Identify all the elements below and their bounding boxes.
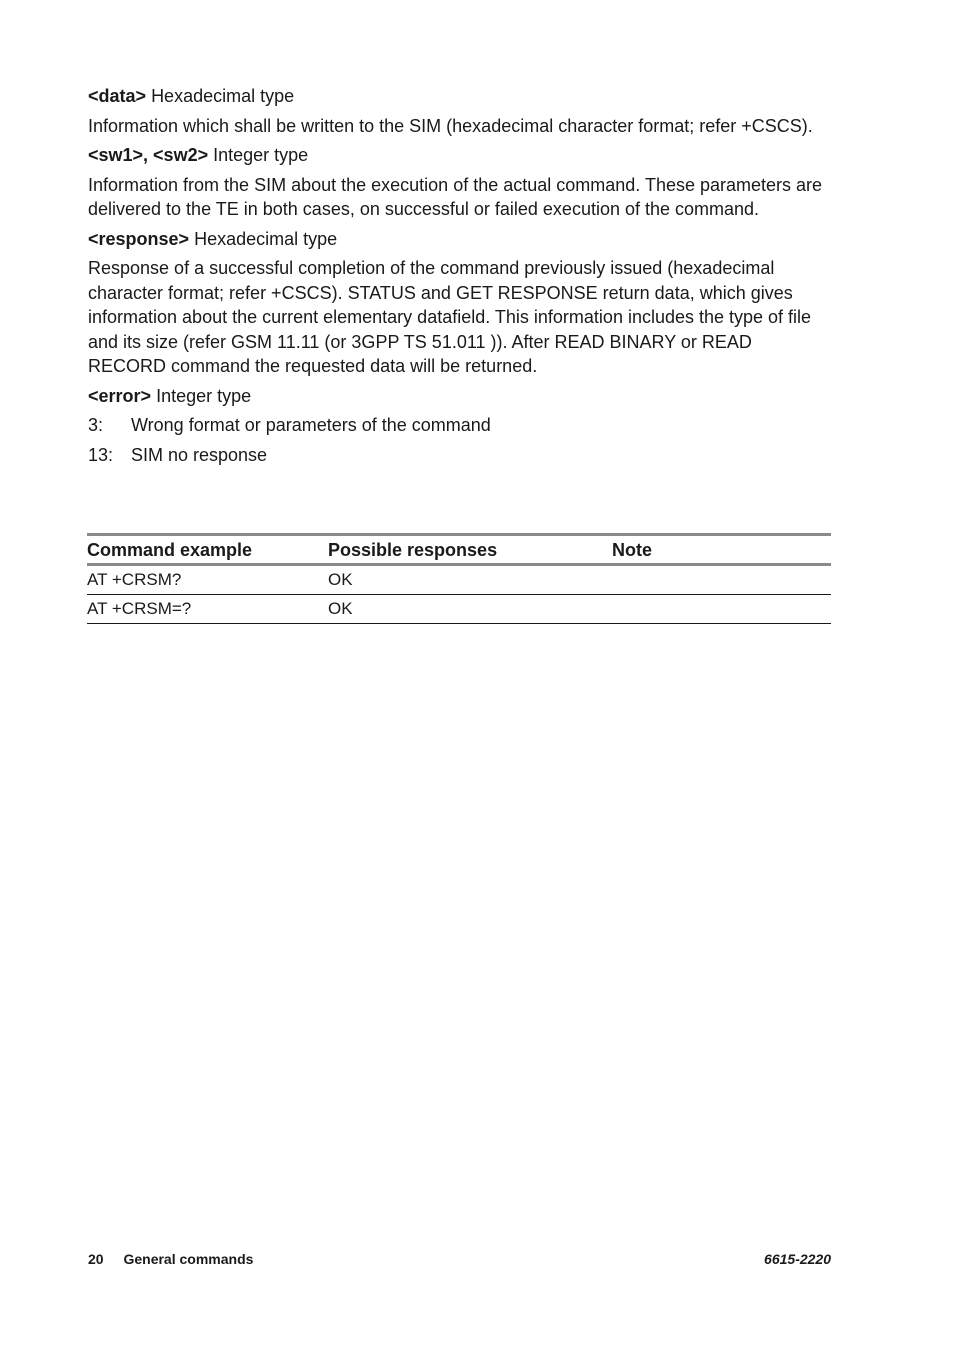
param-name: <data>	[88, 86, 147, 106]
error-code-item	[88, 443, 831, 468]
error-code: 3:	[88, 415, 104, 435]
command-example-table	[87, 533, 831, 624]
param-data-heading	[88, 84, 831, 109]
param-data-description: Information which shall be written to the SIM (hexadecimal character format; refer +CSCS).	[88, 115, 813, 136]
section-name: General commands	[123, 1251, 254, 1267]
footer-left	[88, 1251, 253, 1271]
param-name: <sw1>, <sw2>	[88, 145, 209, 165]
param-type: Hexadecimal type	[151, 86, 295, 106]
param-type: Hexadecimal type	[194, 228, 338, 249]
table-header-cell: Note	[612, 539, 652, 560]
table-header-cell: Command example	[87, 539, 253, 560]
error-code: 13:	[88, 444, 114, 465]
document-id: 6615-2220	[764, 1251, 831, 1267]
param-response-heading	[88, 227, 831, 252]
table-cell: OK	[328, 599, 353, 618]
page-number: 20	[88, 1251, 104, 1267]
param-name: <response>	[88, 228, 190, 249]
table-cell: OK	[328, 570, 353, 589]
table-cell: AT +CRSM?	[87, 570, 182, 589]
param-type: Integer type	[213, 145, 309, 165]
param-sw-description: Information from the SIM about the execution of the actual command. These parameters are delivered to the TE in both cases, on successful or failed execution of the command.	[88, 174, 823, 219]
table-header-row	[87, 536, 831, 566]
param-name: <error>	[88, 385, 152, 406]
table-header-cell: Possible responses	[328, 539, 498, 560]
page-footer	[88, 1251, 831, 1271]
error-text: Wrong format or parameters of the command	[131, 415, 491, 435]
table-row	[87, 595, 831, 624]
param-type: Integer type	[156, 385, 252, 406]
table-cell: AT +CRSM=?	[87, 599, 192, 618]
table-row	[87, 566, 831, 595]
page-content	[88, 84, 831, 472]
param-response-description: Response of a successful completion of the command previously issued (hexadecimal character format; refer +CSCS). STATUS and GET RESPONSE return data, which gives information about the current elementary datafield. This information includes the type of file and its size (refer GSM 11.11 (or 3GPP TS 51.011 )). After READ BINARY or READ RECORD command the requested data will be returned.	[88, 258, 812, 376]
error-code-item	[88, 413, 831, 438]
param-error-heading	[88, 384, 831, 409]
param-sw-heading	[88, 143, 831, 168]
error-text: SIM no response	[131, 444, 268, 465]
